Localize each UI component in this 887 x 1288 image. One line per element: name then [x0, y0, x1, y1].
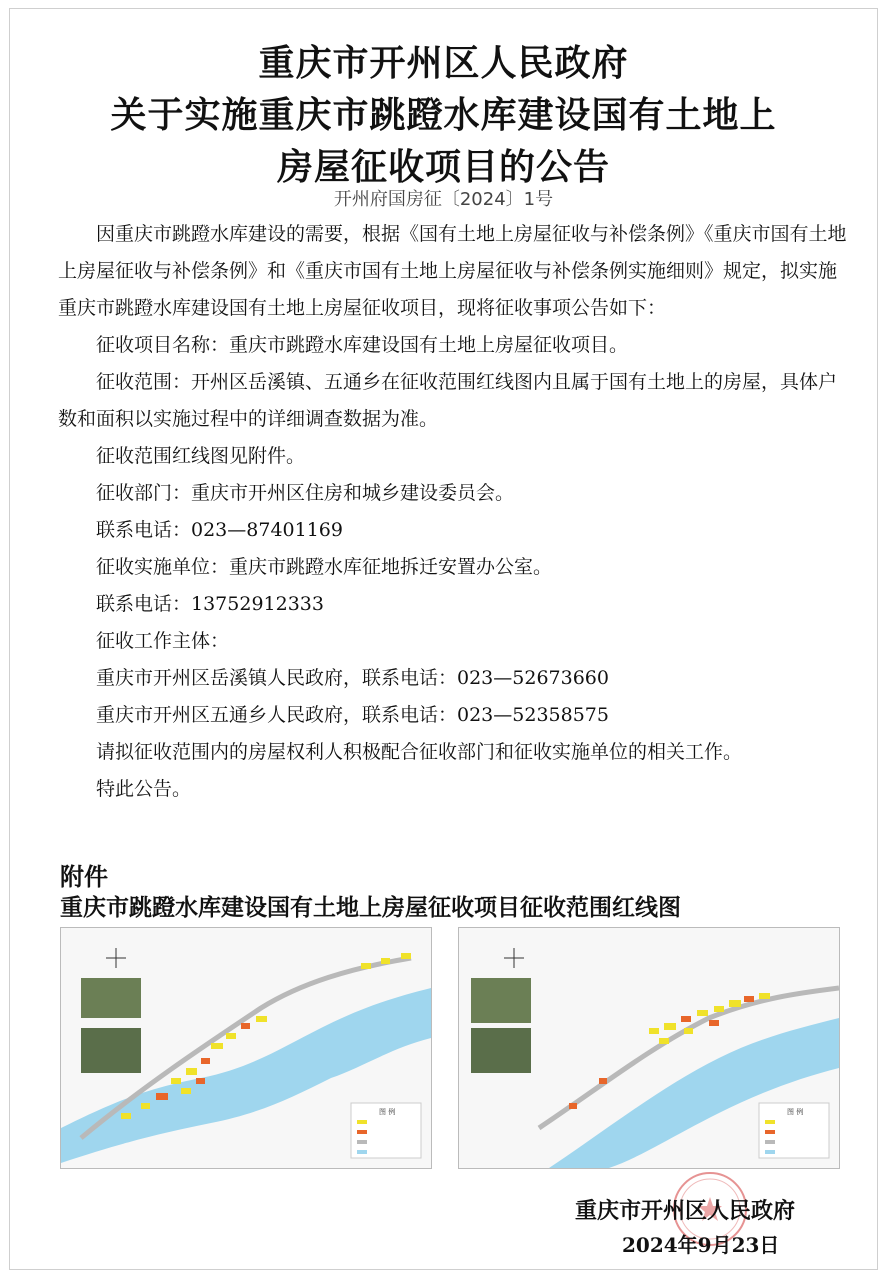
inset-photo-1 [81, 978, 141, 1018]
inset-photo-1 [471, 978, 531, 1023]
inset-photo-2 [471, 1028, 531, 1073]
work-subject: 征收工作主体： [96, 630, 230, 652]
legend-title: 图 例 [379, 1108, 396, 1116]
document-number: 开州府国房征〔2024〕1号 [333, 189, 554, 210]
subject-1: 重庆市开州区岳溪镇人民政府，联系电话：023—52673660 [96, 667, 609, 689]
signature-date: 2024年9月23日 [622, 1233, 780, 1257]
title-line-2: 关于实施重庆市跳蹬水库建设国有土地上 [110, 95, 777, 136]
implementer: 征收实施单位：重庆市跳蹬水库征地拆迁安置办公室。 [96, 556, 553, 578]
department: 征收部门：重庆市开州区住房和城乡建设委员会。 [96, 482, 515, 504]
title-line-3: 房屋征收项目的公告 [276, 147, 610, 188]
implementer-phone: 联系电话：13752912333 [96, 593, 324, 615]
attachment-label: 附件 [60, 863, 108, 891]
closing: 特此公告。 [96, 778, 192, 800]
redline-map-2 [458, 927, 840, 1169]
redline-map-1 [60, 927, 432, 1169]
scope-paragraph: 征收范围：开州区岳溪镇、五通乡在征收范围红线图内且属于国有土地上的房屋，具体户数和面积以实施过程中的详细调查数据为准。 [58, 371, 838, 430]
redline-note: 征收范围红线图见附件。 [96, 445, 306, 467]
notice-body [58, 216, 848, 808]
inset-photo-2 [81, 1028, 141, 1073]
legend-title: 图 例 [787, 1108, 804, 1116]
legend-box [759, 1103, 829, 1158]
intro-paragraph: 因重庆市跳蹬水库建设的需要，根据《国有土地上房屋征收与补偿条例》《重庆市国有土地上房屋征收与补偿条例》和《重庆市国有土地上房屋征收与补偿条例实施细则》规定，拟实施重庆市跳蹬水库建设国有土地上房屋征收项目，现将征收事项公告如下： [58, 223, 847, 319]
signature-org: 重庆市开州区人民政府 [575, 1198, 796, 1224]
map-2-drawing [459, 928, 839, 1168]
department-phone: 联系电话：023—87401169 [96, 519, 343, 541]
map-1-drawing [61, 928, 431, 1168]
request-paragraph: 请拟征收范围内的房屋权利人积极配合征收部门和征收实施单位的相关工作。 [96, 741, 743, 763]
attachment-title: 重庆市跳蹬水库建设国有土地上房屋征收项目征收范围红线图 [60, 895, 681, 921]
legend-box [351, 1103, 421, 1158]
subject-2: 重庆市开州区五通乡人民政府，联系电话：023—52358575 [96, 704, 609, 726]
notice-page [9, 8, 878, 1270]
project-name: 征收项目名称：重庆市跳蹬水库建设国有土地上房屋征收项目。 [96, 334, 629, 356]
title-line-1: 重庆市开州区人民政府 [258, 43, 629, 84]
